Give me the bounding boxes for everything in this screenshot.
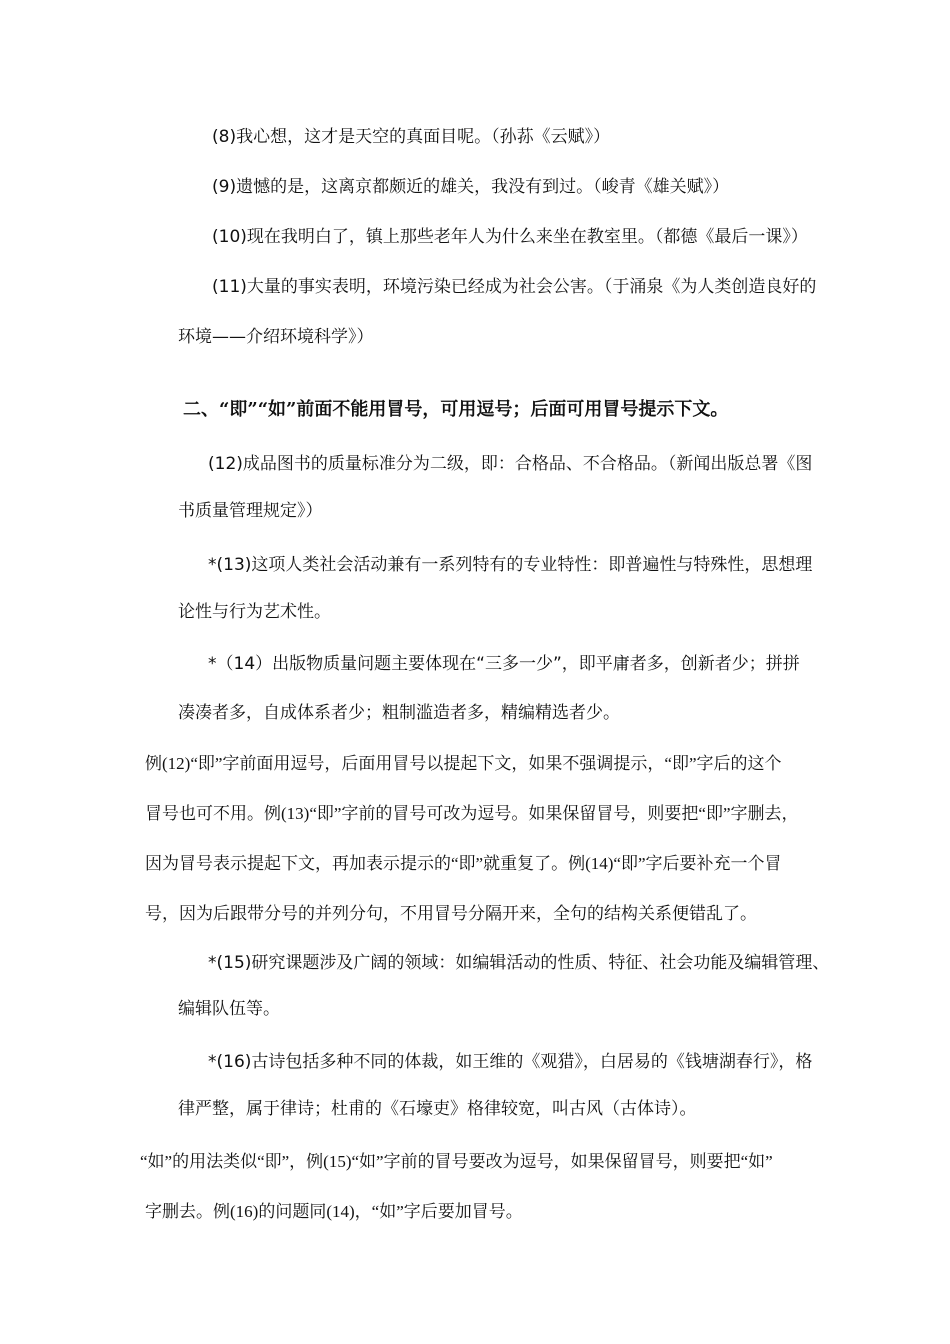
example-9: (9)遗憾的是，这离京都颇近的雄关，我没有到过。（峻青《雄关赋》） xyxy=(212,177,730,197)
example-15-line-2: 编辑队伍等。 xyxy=(178,999,280,1019)
example-14-line-2: 凑凑者多，自成体系者少；粗制滥造者多，精编精选者少。 xyxy=(178,703,620,723)
example-14-line-1: *（14）出版物质量问题主要体现在“三多一少”，即平庸者多，创新者少；拼拼 xyxy=(208,654,800,674)
example-11-line-2: 环境——介绍环境科学》） xyxy=(178,327,374,347)
explanation-1-line-1: 例(12)“即”字前面用逗号，后面用冒号以提起下文，如果不强调提示，“即”字后的这个 xyxy=(145,754,782,773)
example-15-line-1: *(15)研究课题涉及广阔的领域：如编辑活动的性质、特征、社会功能及编辑管理、 xyxy=(208,953,830,973)
example-12-line-1: (12)成品图书的质量标准分为二级，即：合格品、不合格品。（新闻出版总署《图 xyxy=(208,454,813,474)
example-8: (8)我心想，这才是天空的真面目呢。（孙荪《云赋》） xyxy=(212,127,611,147)
example-16-line-2: 律严整，属于律诗；杜甫的《石壕吏》格律较宽，叫古风（古体诗）。 xyxy=(178,1099,697,1119)
example-12-line-2: 书质量管理规定》） xyxy=(178,501,323,521)
explanation-1-line-3: 因为冒号表示提起下文，再加表示提示的“即”就重复了。例(14)“即”字后要补充一个冒 xyxy=(145,854,782,873)
example-13-line-1: *(13)这项人类社会活动兼有一系列特有的专业特性：即普遍性与特殊性，思想理 xyxy=(208,555,813,575)
explanation-1-line-2: 冒号也可不用。例(13)“即”字前的冒号可改为逗号。如果保留冒号，则要把“即”字删去， xyxy=(145,804,799,823)
example-16-line-1: *(16)古诗包括多种不同的体裁，如王维的《观猎》，白居易的《钱塘湖春行》，格 xyxy=(208,1052,813,1072)
example-10: (10)现在我明白了，镇上那些老年人为什么来坐在教室里。（都德《最后一课》） xyxy=(212,227,808,247)
explanation-2-line-2: 字删去。例(16)的问题同(14)，“如”字后要加冒号。 xyxy=(145,1202,523,1221)
example-13-line-2: 论性与行为艺术性。 xyxy=(178,602,331,622)
explanation-2-line-1: “如”的用法类似“即”，例(15)“如”字前的冒号要改为逗号，如果保留冒号，则要把“如” xyxy=(140,1152,773,1171)
section-heading: 二、“即”“如”前面不能用冒号，可用逗号；后面可用冒号提示下文。 xyxy=(183,399,729,420)
example-11-line-1: (11)大量的事实表明，环境污染已经成为社会公害。（于涌泉《为人类创造良好的 xyxy=(212,277,817,297)
explanation-1-line-4: 号，因为后跟带分号的并列分句，不用冒号分隔开来，全句的结构关系便错乱了。 xyxy=(145,904,757,923)
